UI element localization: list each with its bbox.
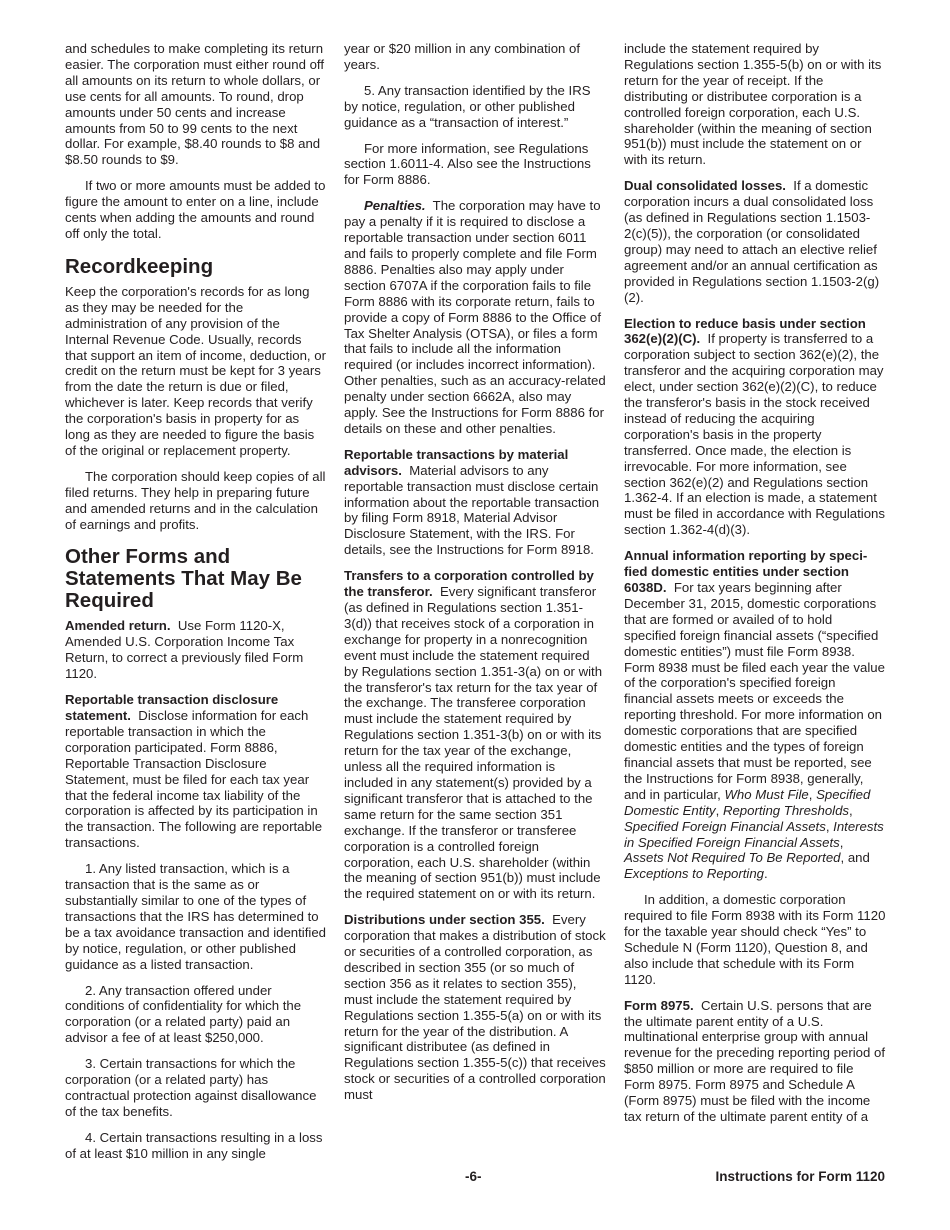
run-in-head-dual-consolidated: Dual consolidated losses. [624, 178, 786, 194]
list-item-4: 4. Certain transactions resulting in a loss of at least $10 million in any single [65, 1129, 323, 1161]
paragraph-distributions: Distributions under section 355. Every corporation that makes a distribution of stock or securities of a controlled corporation, as described in section 355 (or so much of section 356 as it relates to section 355), must include the statement required by Regulations section 1.355-5(a) on or with its return for the year of the distribution. A significant distributee (as defined in Regulations section 1.355-5(c)) that receives stock or securities of a controlled corporation must [344, 912, 606, 1103]
run-in-head-amended-return: Amended return. [65, 618, 171, 634]
list-item-2: 2. Any transaction offered under conditions of confidentiality for which the corporation (or a related party) paid an advisor a fee of at least $250,000. [65, 982, 302, 1046]
paragraph-two-amounts: If two or more amounts must be added to figure the amount to enter on a line, include cents when adding the amounts and round off only the total. [65, 178, 326, 241]
run-in-head-material-advisors: Reportable transactions by material advisors. [344, 446, 569, 478]
paragraph-continued: include the statement required by Regulations section 1.355-5(b) on or with its return for the year of receipt. If the distributing or distributee corporation is a controlled foreign corporation, each U.S. shareholder (within the meaning of section 951(b)) must include the statement on or with its return. [624, 41, 882, 168]
paragraph-rounding: and schedules to make completing its return easier. The corporation must either round off all amounts on its return to whole dollars, or use cents for all amounts. To round, drop amounts under 50 cents and increase amounts from 50 to 99 cents to the next dollar. For example, $8.40 rounds to $8 and $8.50 rounds to $9. [65, 41, 325, 168]
paragraph-dual-consolidated: Dual consolidated losses. If a domestic corporation incurs a dual consolidated loss (as defined in Regulations section 1.1503-2(c)(5)), the corporation (or consolidated group) may need to attach an elective relief agreement and/or an annual certification as provided in Regulations section 1.1503-2(g)(2). [624, 178, 880, 305]
column-2 [344, 41, 606, 1103]
run-in-head-reportable-transaction: Reportable transaction disclosure statement. [65, 692, 279, 723]
page-number: -6- [465, 1169, 482, 1184]
list-item-5: 5. Any transaction identified by the IRS by notice, regulation, or other published guidance as a “transaction of interest.” [344, 82, 591, 130]
paragraph-reportable-transaction: Reportable transaction disclosure statement. Disclose information for each reportable transaction in which the corporation participated. Form 8886, Reportable Transaction Disclosure Statement, must be filed for each tax year that the federal income tax liability of the corporation is affected by its participation in the transaction. The following are reportable transactions. [65, 692, 323, 851]
paragraph-continued: year or $20 million in any combination of years. [344, 41, 581, 72]
paragraph-transfers: Transfers to a corporation controlled by the transferor. Every significant transferor (as defined in Regulations section 1.351-3(d)) that receives stock of a corporation in exchange for property in a nonrecognition event must include the statement required by Regulations section 1.351-3(a) on or with the transferor's tax return for the tax year of the exchange. The transferee corporation must include the statement required by Regulations section 1.351-3(b) on or with its return for the tax year of the exchange, unless all the required information is included in any statement(s) provided by a significant transferor that is attached to the same return for the same section 351 exchange. If the transferor or transferee corporation is a controlled foreign corporation, each U.S. shareholder (within the meaning of section 951(b)) must include the required statement on or with its return. [344, 568, 603, 902]
paragraph-material-advisors: Reportable transactions by material advisors. Material advisors to any reportable transaction must disclose certain information about the reportable transaction by filing Form 8918, Material Advisor Disclosure Statement, with the IRS. For details, see the Instructions for Form 8918. [344, 446, 600, 558]
paragraph-form-8975: Form 8975. Certain U.S. persons that are the ultimate parent entity of a U.S. multinational enterprise group with annual revenue for the preceding reporting period of $850 million or more are required to file Form 8975. Form 8975 and Schedule A (Form 8975) must be filed with the income tax return of the ultimate parent entity of a [624, 997, 885, 1124]
run-in-head-form-8975: Form 8975. [624, 997, 694, 1013]
column-1 [65, 41, 327, 1162]
list-item-1: 1. Any listed transaction, which is a transaction that is the same as or substantially similar to one of the types of transactions that the IRS has determined to be a tax avoidance transaction and identified by notice, regulation, or other published guidance as a listed transaction. [65, 861, 327, 972]
run-in-head-transfers: Transfers to a corporation controlled by the transferor. [344, 568, 594, 600]
run-in-head-election-basis: Election to reduce basis under section 362(e)(2)(C). [624, 315, 866, 347]
run-in-head-penalties: Penalties. [364, 198, 426, 214]
paragraph-in-addition: In addition, a domestic corporation required to file Form 8938 with its Form 1120 for the taxable year should check “Yes” to Schedule N (Form 1120), Question 8, and also include that schedule with its Form 1120. [624, 892, 886, 987]
column-3 [624, 41, 886, 1125]
paragraph-keep-copies: The corporation should keep copies of all filed returns. They help in preparing future and amended returns and in the calculation of earnings and profits. [65, 468, 326, 532]
paragraph-more-info: For more information, see Regulations section 1.6011-4. Also see the Instructions for Form 8886. [344, 140, 591, 188]
heading-recordkeeping: Recordkeeping [65, 254, 214, 278]
paragraph-recordkeeping: Keep the corporation's records for as long as they may be needed for the administration of any provision of the Internal Revenue Code. Usually, records that support an item of income, deduction, or credit on the return must be kept for 3 years from the date the return is due or filed, whichever is later. Keep records that verify the corporation's basis in property for as long as they are needed to figure the basis of the original or replacement property. [65, 283, 326, 458]
paragraph-election-basis: Election to reduce basis under section 362(e)(2)(C). If property is transferred to a corporation subject to section 362(e)(2), the transferor and the acquiring corporation may elect, under section 362(e)(2)(C), to reduce the transferor's basis in the stock received instead of reducing the acquiring corporation's basis in the property transferred. Once made, the election is irrevocable. For more information, see section 362(e)(2) and Regulations section 1.362-4. If an election is made, a statement must be filed in accordance with Regulations section 1.362-4(d)(3). [624, 315, 885, 538]
heading-other-forms: Other Forms and Statements That May Be Required [65, 545, 302, 613]
footer-form-title: Instructions for Form 1120 [715, 1169, 885, 1184]
list-item-3: 3. Certain transactions for which the corporation (or a related party) has contractual protection against disallowance of the tax benefits. [65, 1056, 317, 1119]
paragraph-penalties: Penalties. The corporation may have to pay a penalty if it is required to disclose a reportable transaction under section 6011 and fails to properly complete and file Form 8886. Penalties also may apply under section 6707A if the corporation fails to file Form 8886 with its corporate return, fails to provide a copy of Form 8886 to the Office of Tax Shelter Analysis (OTSA), or files a form that fails to include all the information required (or includes incorrect information). Other penalties, such as an accuracy-related penalty under section 6662A, also may apply. See the Instructions for Form 8886 for details on these and other penalties. [344, 198, 606, 436]
run-in-head-annual-reporting: Annual information reporting by specified domestic entities under section 6038D. [624, 548, 868, 595]
paragraph-amended-return: Amended return. Use Form 1120-X, Amended U.S. Corporation Income Tax Return, to correct a previously filed Form 1120. [65, 618, 304, 682]
paragraph-annual-reporting: Annual information reporting by specified domestic entities under section 6038D. For tax years beginning after December 31, 2015, domestic corporations that are formed or availed of to hold specified foreign financial assets (“specified domestic entities”) must file Form 8938. Form 8938 must be filed each year the value of the corporation's specified foreign financial assets meets or exceeds the reporting threshold. For more information on domestic corporations that are specified domestic entities and the types of foreign financial assets that must be reported, see the Instructions for Form 8938, generally, and in particular, Who Must File, Specified Domestic Entity, Reporting Thresholds, Specified Foreign Financial Assets, Interests in Specified Foreign Financial Assets, Assets Not Required To Be Reported, and Exceptions to Reporting. [624, 548, 885, 882]
run-in-head-distributions: Distributions under section 355. [344, 912, 545, 928]
